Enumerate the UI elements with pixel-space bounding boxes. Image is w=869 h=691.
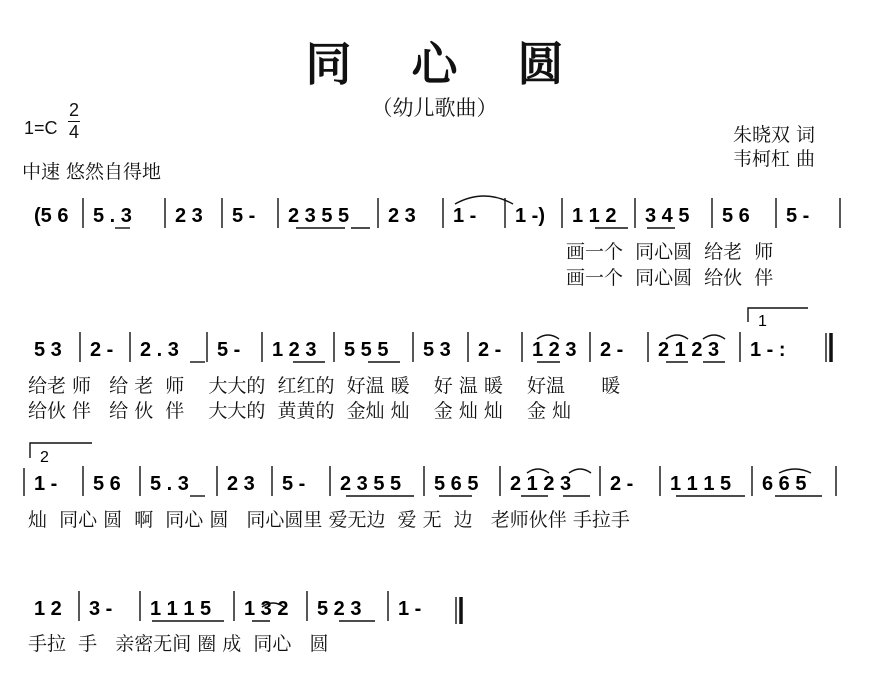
measure-notes: 5 2 3 bbox=[317, 598, 362, 620]
measure-notes: 2 3 bbox=[227, 473, 255, 495]
measure-notes: 1 2 3 bbox=[532, 339, 577, 361]
lyric-line: 给伙 伴 给 伙 伴 大大的 黄黄的 金灿 灿 金 灿 灿 金 灿 bbox=[28, 400, 572, 422]
song-subtitle: （幼儿歌曲） bbox=[371, 96, 498, 120]
key-signature: 1=C bbox=[24, 118, 58, 138]
measure-notes: 5 - bbox=[786, 205, 810, 227]
measure-notes: 2 3 bbox=[388, 205, 416, 227]
measure-notes: 5 - bbox=[217, 339, 241, 361]
song-title: 同 心 圆 bbox=[305, 37, 586, 91]
measure-notes: 1 1 1 5 bbox=[150, 598, 212, 620]
measure-notes: 1 1 2 bbox=[572, 205, 617, 227]
measure-notes: 1 2 bbox=[34, 598, 62, 620]
measure-notes: 5 6 5 bbox=[434, 473, 479, 495]
measure-notes: 2 3 5 5 bbox=[288, 205, 350, 227]
time-signature-top: 2 bbox=[68, 100, 79, 120]
lyric-line: 给老 师 给 老 师 大大的 红红的 好温 暖 好 温 暖 好温 暖 bbox=[28, 375, 621, 397]
measure-notes: 3 - bbox=[89, 598, 113, 620]
measure-notes: 1 - bbox=[398, 598, 422, 620]
measure-notes: 1 -) bbox=[515, 205, 545, 227]
lyricist-credit: 朱晓双 词 bbox=[733, 124, 816, 146]
measure-notes: 1 2 3 bbox=[272, 339, 317, 361]
lyric-line: 灿 同心 圆 啊 同心 圆 同心圆里 爱无边 爱 无 边 老师伙伴 手拉手 bbox=[28, 509, 630, 531]
measure-notes: 2 3 bbox=[175, 205, 203, 227]
measure-notes: 5 6 bbox=[93, 473, 121, 495]
measure-notes: 5 6 bbox=[722, 205, 750, 227]
measure-notes: 5 - bbox=[282, 473, 306, 495]
measure-notes: 2 1 2 3 bbox=[658, 339, 720, 361]
measure-notes: 5 - bbox=[232, 205, 256, 227]
measure-notes: 2 . 3 bbox=[140, 339, 179, 361]
measure-notes: 5 . 3 bbox=[93, 205, 132, 227]
measure-notes: (5 6 bbox=[34, 205, 69, 227]
measure-notes: 2 - bbox=[610, 473, 634, 495]
lyric-line: 手拉 手 亲密无间 圈 成 同心 圆 bbox=[28, 633, 329, 655]
measure-notes: 2 1 2 3 bbox=[510, 473, 572, 495]
measure-notes: 2 - bbox=[478, 339, 502, 361]
volta-number: 1 bbox=[758, 313, 767, 330]
tempo-marking: 中速 悠然自得地 bbox=[22, 161, 162, 183]
lyric-line: 画一个 同心圆 给伙 伴 bbox=[566, 267, 774, 289]
measure-notes: 6 6 5 bbox=[762, 473, 807, 495]
measure-notes: 1 1 1 5 bbox=[670, 473, 732, 495]
measure-notes: 2 - bbox=[600, 339, 624, 361]
measure-notes: 3 4 5 bbox=[645, 205, 690, 227]
lyric-line: 画一个 同心圆 给老 师 bbox=[566, 241, 774, 263]
measure-notes: 5 . 3 bbox=[150, 473, 189, 495]
volta-number: 2 bbox=[40, 449, 49, 466]
time-signature-bottom: 4 bbox=[68, 122, 79, 142]
measure-notes: 1 3 2 bbox=[244, 598, 289, 620]
composer-credit: 韦柯杠 曲 bbox=[733, 148, 816, 170]
measure-notes: 1 - bbox=[34, 473, 58, 495]
measure-notes: 1 - bbox=[453, 205, 477, 227]
measure-notes: 5 3 bbox=[34, 339, 62, 361]
measure-notes: 5 5 5 bbox=[344, 339, 389, 361]
measure-notes: 2 3 5 5 bbox=[340, 473, 402, 495]
measure-notes: 2 - bbox=[90, 339, 114, 361]
measure-notes: 5 3 bbox=[423, 339, 451, 361]
measure-notes: 1 - : bbox=[750, 339, 786, 361]
